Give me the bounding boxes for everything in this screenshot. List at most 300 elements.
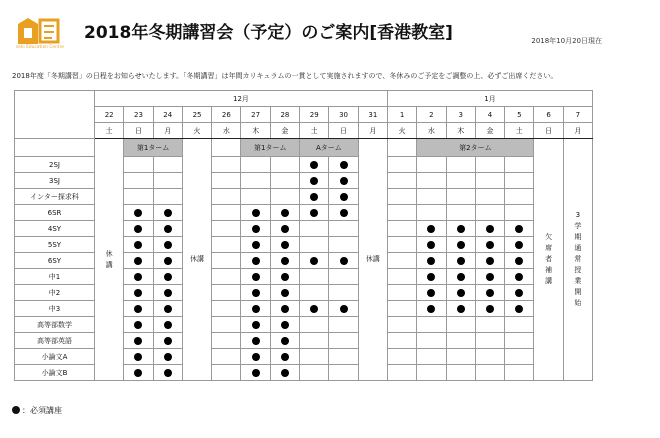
schedule-cell (446, 365, 475, 381)
required-dot-icon (164, 353, 172, 361)
closed-column (358, 139, 387, 381)
class-label: 4SY (15, 221, 95, 237)
schedule-cell (475, 237, 504, 253)
schedule-cell (417, 269, 446, 285)
term-label: 第1ターム (241, 139, 300, 157)
schedule-cell (270, 285, 299, 301)
required-dot-icon (310, 305, 318, 313)
schedule-cell (329, 253, 358, 269)
schedule-cell (124, 285, 153, 301)
day-header: 2 (417, 107, 446, 123)
weekday-header: 土 (95, 123, 124, 139)
schedule-cell (417, 237, 446, 253)
required-dot-icon (457, 305, 465, 313)
required-dot-icon (427, 305, 435, 313)
weekday-header: 水 (417, 123, 446, 139)
required-dot-icon (134, 241, 142, 249)
schedule-cell (505, 189, 534, 205)
schedule-cell (270, 205, 299, 221)
schedule-cell (270, 349, 299, 365)
closed-label: 休 講 (105, 249, 113, 269)
day-header: 1 (387, 107, 416, 123)
schedule-cell (329, 189, 358, 205)
required-dot-icon (281, 321, 289, 329)
schedule-cell (475, 301, 504, 317)
class-label: 3SJ (15, 173, 95, 189)
schedule-cell (212, 285, 241, 301)
schedule-cell (417, 157, 446, 173)
schedule-cell (300, 253, 329, 269)
weekday-header: 月 (563, 123, 592, 139)
required-dot-icon (164, 273, 172, 281)
schedule-cell (300, 157, 329, 173)
schedule-cell (505, 237, 534, 253)
required-dot-icon (252, 209, 260, 217)
class-label: 高等部数学 (15, 317, 95, 333)
required-dot-icon (252, 225, 260, 233)
schedule-cell (387, 221, 416, 237)
schedule-cell (153, 173, 182, 189)
required-dot-icon (281, 337, 289, 345)
schedule-cell (329, 285, 358, 301)
schedule-cell (300, 269, 329, 285)
required-dot-icon (134, 369, 142, 377)
schedule-cell (124, 349, 153, 365)
schedule-cell (270, 365, 299, 381)
schedule-cell (387, 333, 416, 349)
schedule-cell (153, 157, 182, 173)
class-label: 6SR (15, 205, 95, 221)
schedule-cell (505, 365, 534, 381)
schedule-cell (241, 253, 270, 269)
required-dot-icon (515, 241, 523, 249)
required-dot-icon (281, 369, 289, 377)
schedule-cell (329, 221, 358, 237)
class-label: 6SY (15, 253, 95, 269)
schedule-cell (446, 285, 475, 301)
schedule-cell (446, 205, 475, 221)
required-dot-icon (164, 225, 172, 233)
class-label: 中3 (15, 301, 95, 317)
required-dot-icon (252, 273, 260, 281)
schedule-cell (475, 269, 504, 285)
weekday-header: 金 (475, 123, 504, 139)
schedule-cell (446, 349, 475, 365)
day-header: 31 (358, 107, 387, 123)
schedule-cell (387, 365, 416, 381)
weekday-header: 日 (329, 123, 358, 139)
schedule-cell (300, 301, 329, 317)
required-dot-icon (515, 305, 523, 313)
as-of-date: 2018年10月20日現在 (531, 37, 602, 45)
empty-cell (387, 139, 416, 157)
day-header: 30 (329, 107, 358, 123)
schedule-cell (475, 333, 504, 349)
required-dot-icon (310, 177, 318, 185)
intro-text: 2018年度「冬期講習」の日程をお知らせいたします。「冬期講習」は年間カリキュラムの一貫として実施されますので、冬休みのご予定をご調整の上、必ずご出席ください。 (12, 72, 558, 80)
required-dot-icon (515, 257, 523, 265)
weekday-header: 日 (124, 123, 153, 139)
required-dot-icon (134, 321, 142, 329)
required-dot-icon (252, 257, 260, 265)
schedule-cell (387, 173, 416, 189)
day-header: 24 (153, 107, 182, 123)
required-dot-icon (310, 257, 318, 265)
schedule-cell (212, 253, 241, 269)
required-dot-icon (427, 257, 435, 265)
schedule-cell (505, 253, 534, 269)
schedule-cell (212, 317, 241, 333)
required-dot-icon (310, 209, 318, 217)
schedule-cell (212, 237, 241, 253)
required-dot-icon (515, 225, 523, 233)
schedule-cell (329, 269, 358, 285)
class-label: インター探求科 (15, 189, 95, 205)
schedule-cell (241, 157, 270, 173)
required-dot-icon (164, 257, 172, 265)
required-dot-icon (340, 257, 348, 265)
schedule-cell (329, 301, 358, 317)
schedule-cell (241, 189, 270, 205)
required-dot-icon (252, 241, 260, 249)
required-dot-icon (427, 241, 435, 249)
schedule-cell (446, 253, 475, 269)
class-label: 5SY (15, 237, 95, 253)
term-label: 第2ターム (417, 139, 534, 157)
schedule-cell (300, 205, 329, 221)
schedule-cell (475, 157, 504, 173)
schedule-cell (446, 173, 475, 189)
required-dot-icon (427, 273, 435, 281)
schedule-cell (446, 269, 475, 285)
schedule-cell (417, 349, 446, 365)
legend (12, 405, 62, 416)
required-dot-icon (486, 225, 494, 233)
closed-label: 休講 (190, 255, 205, 263)
schedule-cell (387, 157, 416, 173)
term-row-label (15, 139, 95, 157)
required-dot-icon (134, 209, 142, 217)
schedule-cell (387, 237, 416, 253)
schedule-cell (475, 285, 504, 301)
schedule-cell (153, 349, 182, 365)
schedule-cell (241, 237, 270, 253)
required-dot-icon (252, 321, 260, 329)
required-dot-icon (457, 225, 465, 233)
schedule-cell (124, 173, 153, 189)
schedule-cell (212, 173, 241, 189)
required-dot-icon (515, 289, 523, 297)
schedule-cell (300, 221, 329, 237)
schedule-cell (417, 365, 446, 381)
empty-cell (212, 139, 241, 157)
closed-label: 欠 席 者 補 講 (545, 233, 553, 285)
schedule-cell (417, 205, 446, 221)
required-dot-icon (281, 289, 289, 297)
schedule-cell (329, 333, 358, 349)
schedule-cell (475, 173, 504, 189)
logo-caption: seki Education Centre (16, 44, 65, 49)
schedule-cell (124, 333, 153, 349)
required-dot-icon (281, 353, 289, 361)
schedule-cell (387, 317, 416, 333)
schedule-cell (505, 301, 534, 317)
required-dot-icon (134, 273, 142, 281)
schedule-cell (153, 317, 182, 333)
schedule-cell (212, 333, 241, 349)
schedule-cell (300, 285, 329, 301)
schedule-cell (241, 333, 270, 349)
schedule-cell (153, 189, 182, 205)
class-label: 中1 (15, 269, 95, 285)
schedule-cell (329, 365, 358, 381)
class-label: 小論文B (15, 365, 95, 381)
weekday-header: 水 (212, 123, 241, 139)
schedule-cell (241, 349, 270, 365)
required-dot-icon (164, 241, 172, 249)
schedule-cell (270, 301, 299, 317)
schedule-cell (153, 237, 182, 253)
schedule-cell (270, 317, 299, 333)
schedule-cell (475, 317, 504, 333)
schedule-cell (329, 173, 358, 189)
schedule-cell (300, 189, 329, 205)
required-dot-icon (310, 193, 318, 201)
schedule-cell (329, 157, 358, 173)
closed-label: 3 学 期 通 常 授 業 開 始 (574, 211, 582, 307)
schedule-cell (387, 205, 416, 221)
required-dot-icon (427, 225, 435, 233)
schedule-cell (417, 173, 446, 189)
schedule-cell (446, 237, 475, 253)
schedule-cell (212, 221, 241, 237)
schedule-cell (329, 205, 358, 221)
schedule-cell (505, 157, 534, 173)
schedule-cell (241, 269, 270, 285)
schedule-cell (387, 285, 416, 301)
day-header: 3 (446, 107, 475, 123)
schedule-cell (241, 205, 270, 221)
schedule-cell (505, 333, 534, 349)
schedule-cell (300, 173, 329, 189)
required-dot-icon (281, 225, 289, 233)
day-header: 29 (300, 107, 329, 123)
schedule-cell (446, 189, 475, 205)
schedule-cell (270, 173, 299, 189)
closed-column (182, 139, 211, 381)
term-label: Aターム (300, 139, 359, 157)
schedule-cell (153, 221, 182, 237)
day-header: 4 (475, 107, 504, 123)
schedule-cell (212, 301, 241, 317)
schedule-cell (387, 189, 416, 205)
required-dot-icon (486, 305, 494, 313)
closed-column (563, 139, 592, 381)
class-label: 2SJ (15, 157, 95, 173)
schedule-cell (417, 317, 446, 333)
schedule-cell (241, 301, 270, 317)
required-dot-icon (134, 353, 142, 361)
weekday-header: 火 (182, 123, 211, 139)
schedule-cell (417, 285, 446, 301)
required-dot-icon (340, 177, 348, 185)
schedule-cell (300, 365, 329, 381)
required-dot-icon (486, 289, 494, 297)
page-title: 2018年冬期講習会（予定）のご案内[香港教室] (84, 23, 453, 43)
schedule-cell (505, 221, 534, 237)
schedule-cell (270, 221, 299, 237)
month-header: 1月 (387, 91, 592, 107)
schedule-cell (212, 189, 241, 205)
schedule-cell (124, 237, 153, 253)
required-dot-icon (164, 289, 172, 297)
legend-text: ：必須講座 (22, 406, 62, 415)
day-header: 27 (241, 107, 270, 123)
required-dot-icon (486, 257, 494, 265)
schedule-cell (124, 189, 153, 205)
day-header: 26 (212, 107, 241, 123)
schedule-cell (329, 349, 358, 365)
schedule-cell (270, 253, 299, 269)
term-label: 第1ターム (124, 139, 183, 157)
required-dot-icon (281, 305, 289, 313)
required-dot-icon (164, 369, 172, 377)
required-dot-icon (515, 273, 523, 281)
schedule-cell (446, 301, 475, 317)
weekday-header: 木 (241, 123, 270, 139)
day-header: 6 (534, 107, 563, 123)
schedule-cell (153, 365, 182, 381)
corner-cell (15, 91, 95, 139)
closed-column (534, 139, 563, 381)
schedule-cell (300, 333, 329, 349)
weekday-header: 火 (387, 123, 416, 139)
schedule-cell (270, 189, 299, 205)
schedule-cell (212, 205, 241, 221)
schedule-cell (417, 253, 446, 269)
schedule-cell (124, 365, 153, 381)
day-header: 28 (270, 107, 299, 123)
day-header: 25 (182, 107, 211, 123)
schedule-cell (153, 253, 182, 269)
closed-label: 休講 (365, 255, 380, 263)
required-dot-icon (134, 289, 142, 297)
schedule-cell (241, 317, 270, 333)
required-dot-icon (134, 225, 142, 233)
schedule-cell (417, 189, 446, 205)
schedule-cell (241, 173, 270, 189)
legend-dot-icon (12, 406, 20, 414)
required-dot-icon (281, 241, 289, 249)
required-dot-icon (427, 289, 435, 297)
required-dot-icon (281, 257, 289, 265)
schedule-cell (241, 221, 270, 237)
schedule-cell (505, 205, 534, 221)
schedule-cell (270, 237, 299, 253)
schedule-cell (475, 365, 504, 381)
required-dot-icon (457, 257, 465, 265)
weekday-header: 月 (358, 123, 387, 139)
required-dot-icon (134, 305, 142, 313)
schedule-cell (212, 157, 241, 173)
schedule-cell (124, 317, 153, 333)
weekday-header: 土 (300, 123, 329, 139)
schedule-cell (300, 349, 329, 365)
schedule-cell (475, 221, 504, 237)
schedule-cell (124, 253, 153, 269)
day-header: 5 (505, 107, 534, 123)
schedule-cell (270, 333, 299, 349)
required-dot-icon (134, 337, 142, 345)
schedule-cell (387, 301, 416, 317)
required-dot-icon (164, 209, 172, 217)
schedule-cell (329, 237, 358, 253)
schedule-cell (124, 157, 153, 173)
required-dot-icon (457, 273, 465, 281)
required-dot-icon (164, 337, 172, 345)
day-header: 22 (95, 107, 124, 123)
schedule-table (14, 90, 593, 381)
required-dot-icon (164, 305, 172, 313)
schedule-cell (417, 333, 446, 349)
schedule-cell (417, 221, 446, 237)
schedule-cell (475, 189, 504, 205)
day-header: 7 (563, 107, 592, 123)
schedule-cell (124, 301, 153, 317)
required-dot-icon (310, 161, 318, 169)
schedule-cell (153, 333, 182, 349)
class-label: 高等部英語 (15, 333, 95, 349)
schedule-cell (124, 205, 153, 221)
weekday-header: 日 (534, 123, 563, 139)
required-dot-icon (486, 241, 494, 249)
schedule-cell (505, 269, 534, 285)
required-dot-icon (457, 241, 465, 249)
schedule-cell (212, 365, 241, 381)
class-label: 中2 (15, 285, 95, 301)
weekday-header: 土 (505, 123, 534, 139)
schedule-cell (300, 317, 329, 333)
schedule-cell (212, 349, 241, 365)
required-dot-icon (281, 209, 289, 217)
schedule-cell (124, 221, 153, 237)
schedule-cell (153, 285, 182, 301)
schedule-cell (387, 269, 416, 285)
schedule-cell (124, 269, 153, 285)
required-dot-icon (340, 209, 348, 217)
required-dot-icon (252, 337, 260, 345)
schedule-cell (475, 349, 504, 365)
schedule-cell (505, 173, 534, 189)
schedule-cell (505, 285, 534, 301)
weekday-header: 金 (270, 123, 299, 139)
required-dot-icon (486, 273, 494, 281)
schedule-cell (505, 317, 534, 333)
schedule-cell (387, 349, 416, 365)
weekday-header: 木 (446, 123, 475, 139)
schedule-cell (153, 301, 182, 317)
schedule-cell (446, 333, 475, 349)
required-dot-icon (252, 353, 260, 361)
schedule-cell (387, 253, 416, 269)
required-dot-icon (252, 289, 260, 297)
required-dot-icon (281, 273, 289, 281)
closed-column (95, 139, 124, 381)
schedule-cell (417, 301, 446, 317)
weekday-header: 月 (153, 123, 182, 139)
schedule-cell (212, 269, 241, 285)
schedule-cell (446, 317, 475, 333)
